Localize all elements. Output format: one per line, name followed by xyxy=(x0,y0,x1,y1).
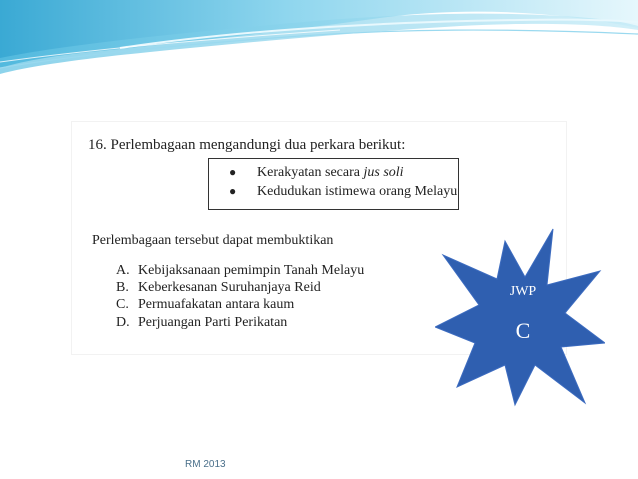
option-text: Perjuangan Parti Perikatan xyxy=(138,315,288,330)
point-italic-text: jus soli xyxy=(363,165,404,180)
option-letter: A. xyxy=(116,263,130,278)
option-text: Kebijaksanaan pemimpin Tanah Melayu xyxy=(138,263,365,278)
answer-label: JWP xyxy=(509,284,537,299)
option-a xyxy=(116,263,364,279)
bullet-icon: ● xyxy=(229,165,237,179)
point-item xyxy=(229,184,457,200)
header-wave-decoration xyxy=(0,0,638,80)
option-b xyxy=(116,280,321,296)
footer-text: RM 2013 xyxy=(185,459,226,470)
option-letter: B. xyxy=(116,280,129,295)
answer-value: C xyxy=(515,318,531,343)
question-stem: Perlembagaan tersebut dapat membuktikan xyxy=(92,233,334,248)
option-letter: C. xyxy=(116,297,129,312)
option-text: Keberkesanan Suruhanjaya Reid xyxy=(138,280,321,295)
option-letter: D. xyxy=(116,315,130,330)
option-c xyxy=(116,297,294,313)
option-d xyxy=(116,315,287,331)
point-text: Kerakyatan secara xyxy=(257,165,364,180)
point-text: Kedudukan istimewa orang Melayu xyxy=(257,184,458,199)
point-item xyxy=(229,165,404,181)
points-box xyxy=(208,158,459,210)
starburst-shape xyxy=(435,229,605,405)
option-text: Permuafakatan antara kaum xyxy=(138,297,295,312)
bullet-icon: ● xyxy=(229,184,237,198)
question-title: 16. Perlembagaan mengandungi dua perkara berikut: xyxy=(88,137,406,153)
answer-starburst xyxy=(435,225,605,407)
